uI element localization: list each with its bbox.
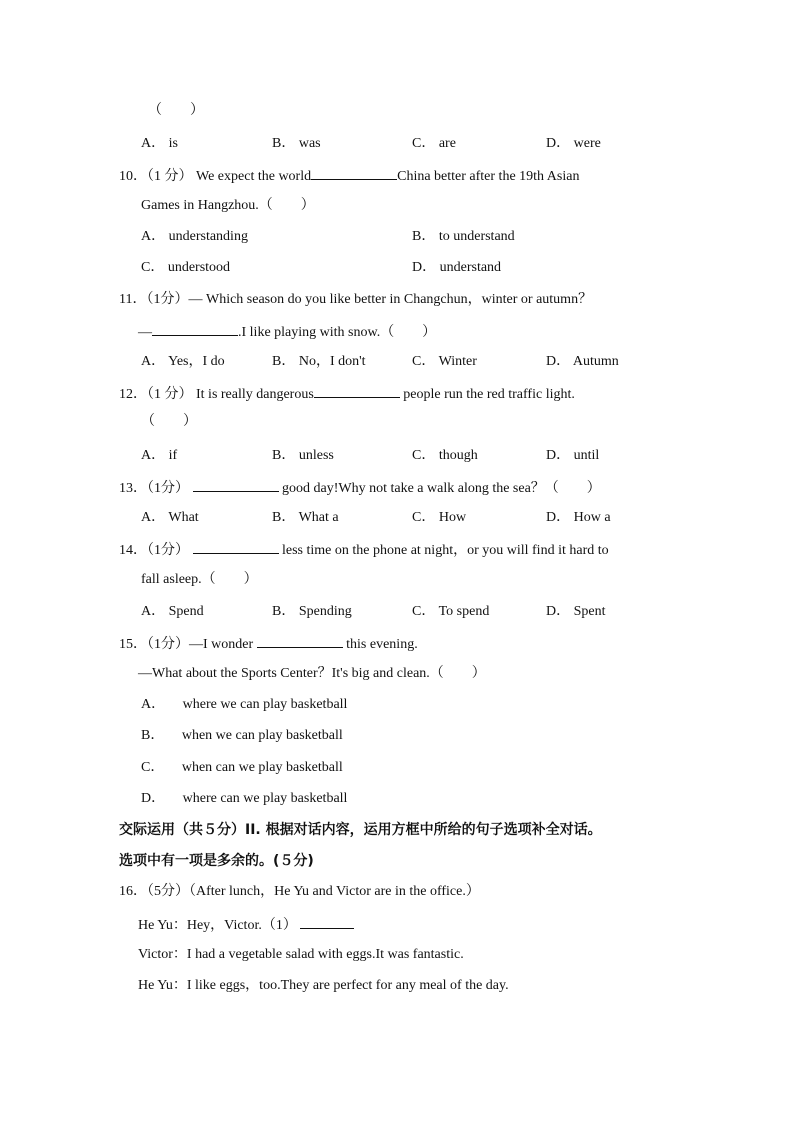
question-number: 10．（1 分） <box>119 169 193 184</box>
option-text: understanding <box>168 229 248 244</box>
dialogue-line <box>138 914 354 936</box>
option-letter: B． <box>272 448 296 463</box>
q15-option-b[interactable] <box>141 726 343 746</box>
option-letter: C． <box>412 604 436 619</box>
section-heading: 交际运用（共５分）II. 根据对话内容，运用方框中所给的句子选项补全对话。 <box>119 822 602 838</box>
q10-option-a[interactable] <box>141 227 248 247</box>
answer-blank[interactable] <box>152 321 238 336</box>
stem-text: good day!Why not take a walk along the sea？（ ） <box>282 481 601 496</box>
q15-stem-line2: —What about the Sports Center？It's big and clean.（ ） <box>138 666 486 681</box>
option-letter: C． <box>412 510 436 525</box>
q10-option-b[interactable] <box>412 227 515 247</box>
option-text: Yes，I do <box>168 354 225 369</box>
option-text: if <box>168 448 178 463</box>
q14-stem <box>119 539 609 561</box>
q15-option-c[interactable] <box>141 758 343 778</box>
q10-option-c[interactable] <box>141 258 230 278</box>
option-text: Autumn <box>572 354 619 369</box>
option-text: though <box>438 448 478 463</box>
q15-stem <box>119 633 418 655</box>
q14-option-a[interactable] <box>141 602 204 622</box>
option-letter: B． <box>141 728 165 743</box>
option-letter: D． <box>546 510 571 525</box>
option-letter: B． <box>272 604 296 619</box>
q9-paren: （ ） <box>148 103 204 118</box>
q12-option-a[interactable] <box>141 446 177 466</box>
option-letter: B． <box>412 229 436 244</box>
option-letter: C． <box>412 448 436 463</box>
option-letter: D． <box>546 604 571 619</box>
q12-option-d[interactable] <box>546 446 599 466</box>
q9-option-b[interactable] <box>272 134 321 154</box>
option-letter: B． <box>272 136 296 151</box>
option-letter: D． <box>546 448 571 463</box>
q10-stem <box>119 165 579 187</box>
option-text: What <box>168 510 199 525</box>
q11-stem <box>119 290 592 310</box>
stem-text: .I like playing with snow.（ ） <box>238 325 437 340</box>
option-text: Winter <box>438 354 477 369</box>
q14-option-b[interactable] <box>272 602 352 622</box>
option-text: understand <box>439 260 502 275</box>
option-text: Spend <box>168 604 204 619</box>
question-number: 15．（1分） <box>119 637 189 652</box>
option-text: To spend <box>438 604 490 619</box>
option-text: understood <box>167 260 231 275</box>
option-text: where we can play basketball <box>182 697 348 712</box>
option-letter: C． <box>412 354 436 369</box>
question-number: 13．（1分） <box>119 481 189 496</box>
q11-option-c[interactable] <box>412 352 477 372</box>
option-letter: A． <box>141 229 166 244</box>
q12-option-b[interactable] <box>272 446 334 466</box>
option-text: where can we play basketball <box>182 791 348 806</box>
answer-blank[interactable] <box>300 914 354 929</box>
q14-option-c[interactable] <box>412 602 489 622</box>
option-text: How a <box>573 510 611 525</box>
option-text: What a <box>298 510 339 525</box>
option-letter: D． <box>546 136 571 151</box>
option-text: until <box>573 448 600 463</box>
option-letter: A． <box>141 697 166 712</box>
option-text: Spent <box>573 604 606 619</box>
option-letter: A． <box>141 448 166 463</box>
q13-stem <box>119 477 601 499</box>
option-text: to understand <box>438 229 515 244</box>
question-number: 14．（1分） <box>119 543 189 558</box>
stem-text: this evening. <box>346 637 418 652</box>
option-text: unless <box>298 448 334 463</box>
option-letter: A． <box>141 604 166 619</box>
stem-text: less time on the phone at night，or you will find it hard to <box>282 543 609 558</box>
q10-stem-line2: Games in Hangzhou.（ ） <box>141 198 315 213</box>
answer-blank[interactable] <box>193 477 279 492</box>
option-letter: C． <box>141 760 165 775</box>
question-number: 12．（1 分） <box>119 387 193 402</box>
option-text: is <box>168 136 178 151</box>
option-text: Spending <box>298 604 352 619</box>
option-letter: C． <box>141 260 165 275</box>
dialogue-line: Victor：I had a vegetable salad with eggs.It was fantastic. <box>138 947 464 962</box>
option-text: was <box>298 136 321 151</box>
q15-option-a[interactable] <box>141 695 347 715</box>
option-letter: D． <box>412 260 437 275</box>
stem-text: We expect the world <box>196 169 312 184</box>
option-letter: A． <box>141 354 166 369</box>
q13-option-a[interactable] <box>141 508 199 528</box>
q13-option-c[interactable] <box>412 508 466 528</box>
option-text: when we can play basketball <box>181 728 343 743</box>
option-letter: C． <box>412 136 436 151</box>
q9-option-c[interactable] <box>412 134 456 154</box>
q11-option-d[interactable] <box>546 352 619 372</box>
option-text: when can we play basketball <box>181 760 343 775</box>
q11-stem-line2 <box>138 321 436 343</box>
dialogue-text: He Yu：Hey，Victor.（1） <box>138 918 297 933</box>
dash: — <box>138 325 152 340</box>
answer-blank[interactable] <box>314 383 400 398</box>
answer-blank[interactable] <box>257 633 343 648</box>
q12-option-c[interactable] <box>412 446 478 466</box>
question-number: 11．（1分） <box>119 292 189 307</box>
option-letter: A． <box>141 510 166 525</box>
option-letter: B． <box>272 354 296 369</box>
q11-option-a[interactable] <box>141 352 225 372</box>
q13-option-b[interactable] <box>272 508 339 528</box>
dialogue-line: He Yu：I like eggs，too.They are perfect for any meal of the day. <box>138 978 509 993</box>
q14-stem-line2: fall asleep.（ ） <box>141 572 258 587</box>
option-letter: D． <box>141 791 166 806</box>
q14-option-d[interactable] <box>546 602 606 622</box>
q12-stem <box>119 383 575 405</box>
option-letter: D． <box>546 354 571 369</box>
q16-stem <box>119 882 480 902</box>
option-text: are <box>438 136 456 151</box>
option-text: No，I don't <box>298 354 366 369</box>
stem-text: people run the red traffic light. <box>403 387 575 402</box>
q15-option-d[interactable] <box>141 789 347 809</box>
q13-option-d[interactable] <box>546 508 611 528</box>
option-text: were <box>573 136 601 151</box>
stem-text: China better after the 19th Asian <box>397 169 580 184</box>
q12-stem-line2: （ ） <box>141 414 197 429</box>
q9-option-d[interactable] <box>546 134 601 154</box>
q11-option-b[interactable] <box>272 352 366 372</box>
stem-text: （After lunch，He Yu and Victor are in the office.） <box>189 884 480 899</box>
stem-text: —I wonder <box>189 637 254 652</box>
stem-text: — Which season do you like better in Changchun，winter or autumn？ <box>188 292 593 307</box>
option-letter: A． <box>141 136 166 151</box>
option-text: How <box>438 510 467 525</box>
stem-text: It is really dangerous <box>196 387 314 402</box>
q9-option-a[interactable] <box>141 134 178 154</box>
q10-option-d[interactable] <box>412 258 501 278</box>
answer-blank[interactable] <box>311 165 397 180</box>
section-heading-line2: 选项中有一项是多余的。(５分) <box>119 853 314 869</box>
question-number: 16．（5分） <box>119 884 189 899</box>
answer-blank[interactable] <box>193 539 279 554</box>
option-letter: B． <box>272 510 296 525</box>
